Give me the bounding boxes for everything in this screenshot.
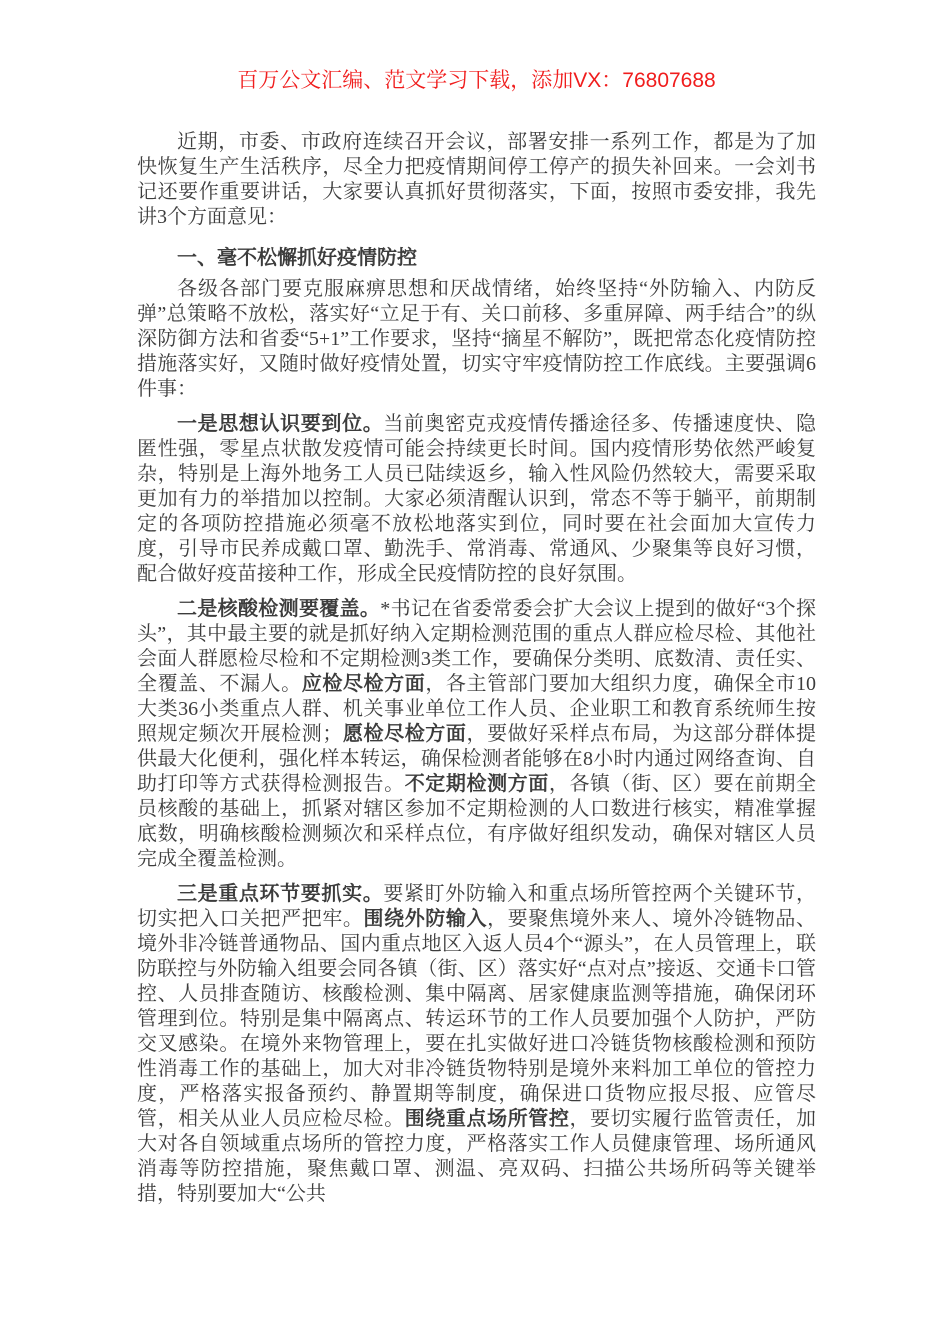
intro-paragraph [137, 130, 816, 230]
text-run: 当前奥密克戎疫情传播途径多、传播速度快、隐匿性强，零星点状散发疫情可能会持续更长时间。国内疫情形势依然严峻复杂，特别是上海外地务工人员已陆续返乡，输入性风险仍然较大，需要采取更加有力的举措加以控制。大家必须清醒认识到，常态不等于躺平，前期制定的各项防控措施必须毫不放松地落实到位，同时要在社会面加大宣传力度，引导市民养成戴口罩、勤洗手、常消毒、常通风、少聚集等良好习惯，配合做好疫苗接种工作，形成全民疫情防控的良好氛围。 [137, 413, 817, 585]
text-run: 近期，市委、市政府连续召开会议，部署安排一系列工作，都是为了加快恢复生产生活秩序，尽全力把疫情期间停工停产的损失补回来。一会刘书记还要作重要讲话，大家要认真抓好贯彻落实，下面，按照市委安排，我先讲3个方面意见： [137, 131, 816, 228]
point-2-lead-text: 二是核酸检测要覆盖。 [177, 598, 381, 620]
subpoint-lead-text: 围绕外防输入 [363, 908, 488, 930]
text-run: 各级各部门要克服麻痹思想和厌战情绪，始终坚持“外防输入、内防反弹”总策略不放松，落实好“立足于有、关口前移、多重屏障、两手结合”的纵深防御方法和省委“5+1”工作要求，坚持“摘星不解防”，既把常态化疫情防控措施落实好，又随时做好疫情处置，切实守牢疫情防控工作底线。主要强调6件事： [137, 278, 816, 400]
subpoint-lead-text: 应检尽检方面 [301, 673, 426, 695]
text-run: ，各镇（街、区）要在前期全员核酸的基础上，抓紧对辖区参加不定期检测的人口数进行核实，精准掌握底数，明确核酸检测频次和采样点位，有序做好组织发动，确保对辖区人员完成全覆盖检测。 [137, 773, 816, 870]
section-1-heading [137, 246, 816, 271]
text-run: ，要做好采样点布局，为这部分群体提供最大化便利，强化样本转运，确保检测者能够在8小时内通过网络查询、自助打印等方式获得检测报告。 [137, 723, 816, 795]
point-3-lead-text: 三是重点环节要抓实。 [177, 883, 384, 905]
section-1-overview-paragraph [137, 277, 816, 402]
subpoint-lead-text: 围绕重点场所管控 [404, 1108, 570, 1130]
text-run: ，要聚焦境外来人、境外冷链物品、境外非冷链普通物品、国内重点地区入返人员4个“源头”，在人员管理上，联防联控与外防输入组要会同各镇（街、区）落实好“点对点”接返、交通卡口管控、人员排查随访、核酸检测、集中隔离、居家健康监测等措施，确保闭环管理到位。特别是集中隔离点、转运环节的工作人员要加强个人防护，严防交叉感染。在境外来物管理上，要在扎实做好进口冷链货物核酸检测和预防性消毒工作的基础上，加大对非冷链货物特别是境外来料加工单位的管控力度，严格落实报备预约、静置期等制度，确保进口货物应报尽报、应管尽管，相关从业人员应检尽检。 [137, 908, 816, 1130]
subpoint-lead-text: 愿检尽检方面 [342, 723, 467, 745]
text-run: 要紧盯外防输入和重点场所管控两个关键环节，切实把入口关把严把牢。 [137, 883, 817, 930]
point-3-paragraph [137, 882, 816, 1207]
subpoint-lead-text: 不定期检测方面 [404, 773, 549, 795]
point-1-paragraph [137, 412, 816, 587]
text-run: 一、毫不松懈抓好疫情防控 [177, 247, 417, 269]
text-run: ，要切实履行监管责任，加大对各自领域重点场所的管控力度，严格落实工作人员健康管理、场所通风消毒等防控措施，聚焦戴口罩、测温、亮双码、扫描公共场所码等关键举措，特别要加大“公共 [137, 1108, 816, 1205]
point-2-paragraph [137, 597, 816, 872]
text-run: ，各主管部门要加大组织力度，确保全市10大类36小类重点人群、机关事业单位工作人员、企业职工和教育系统师生按照规定频次开展检测； [137, 673, 816, 745]
point-1-lead-text: 一是思想认识要到位。 [177, 413, 384, 435]
header-notice: 百万公文汇编、范文学习下载，添加VX：76807688 [237, 69, 716, 92]
text-run: *书记在省委常委会扩大会议上提到的做好“3个探头”，其中最主要的就是抓好纳入定期检测范围的重点人群应检尽检、其他社会面人群愿检尽检和不定期检测3类工作，要确保分类明、底数清、责任实、全覆盖、不漏人。 [137, 598, 816, 695]
